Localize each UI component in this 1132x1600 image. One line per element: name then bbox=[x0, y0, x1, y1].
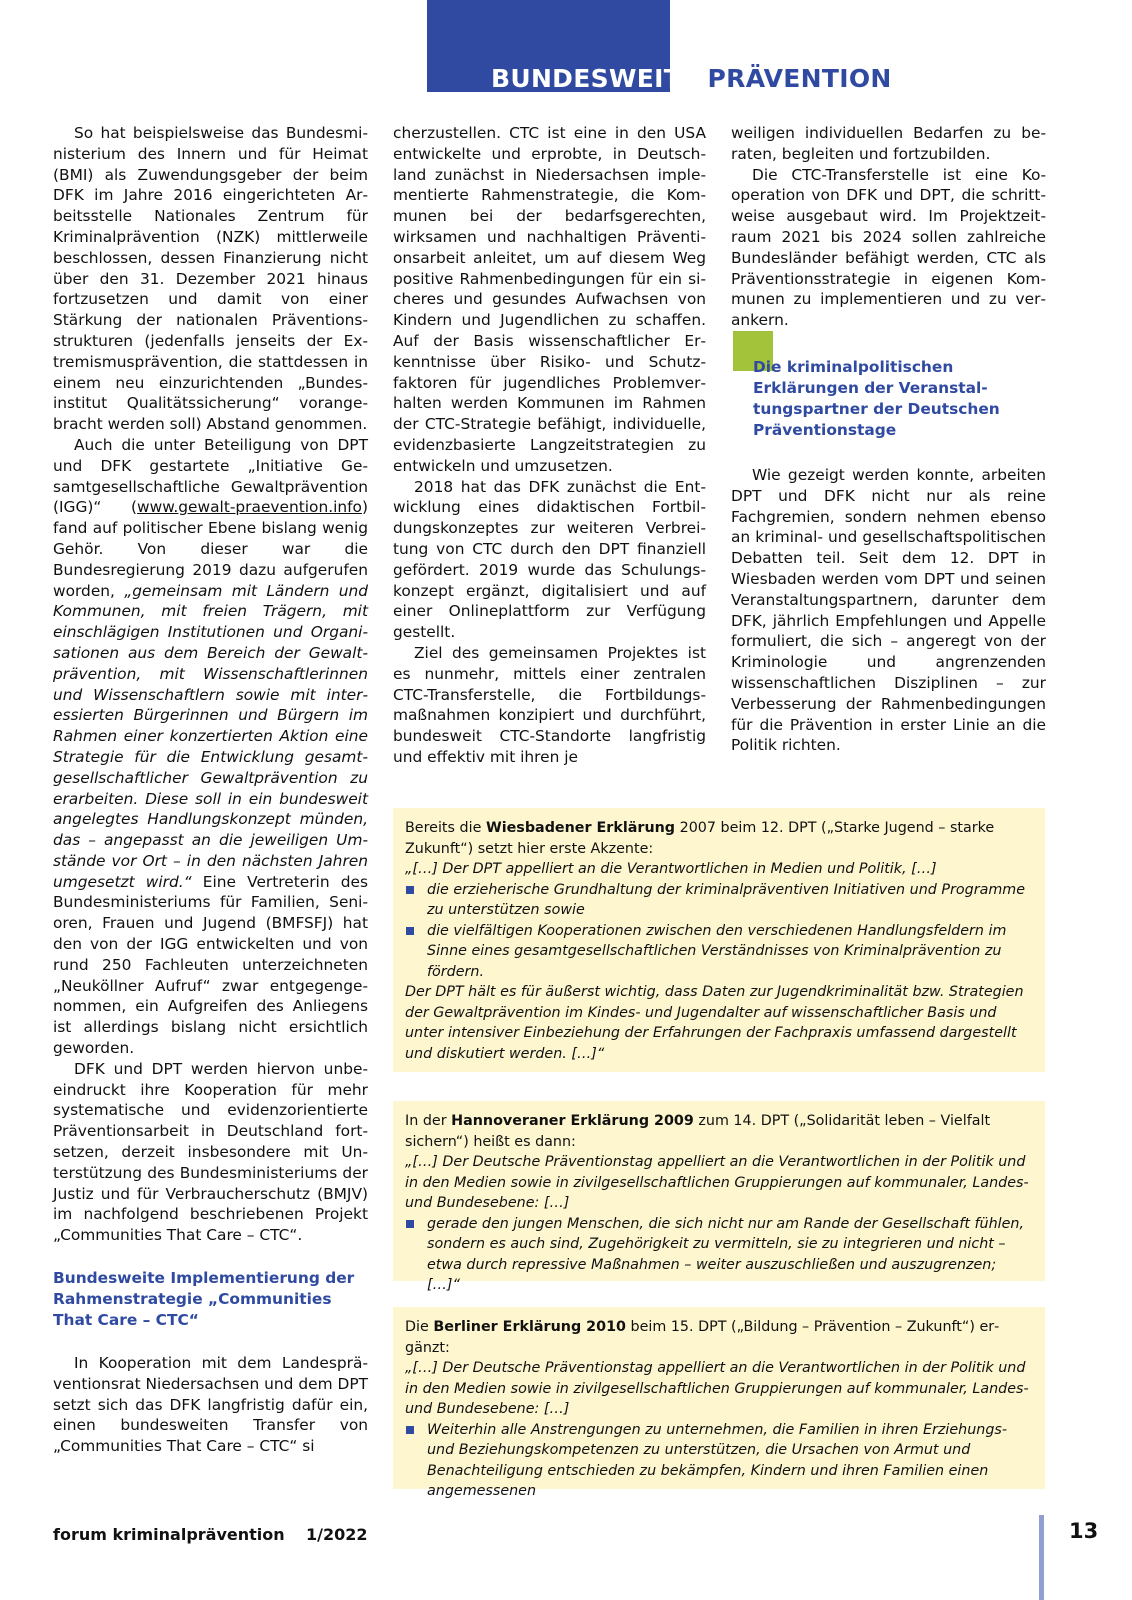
box1-bullet: die vielfältigen Kooperationen zwischen den verschiedenen Handlungsfeldern im Sinne eines gesamtgesellschaftlichen Verständnisses von Kriminalprävention zu fördern. bbox=[405, 921, 1032, 983]
subheading-ctc: Bundesweite Implementierung der Rahmenstrategie „Communities That Care – CTC“ bbox=[53, 1269, 355, 1330]
col1-p2-quote: „gemeinsam mit Ländern und Kommunen, mit freien Trägern, mit einschlägigen Institutionen und Organisationen aus dem Bereich der Gewaltprävention, mit Wissenschaftlerinnen und Wissenschaftlern sowie mit interessierten Bürgerinnen und Bürgern im Rahmen einer konzertierten Aktion eine Strategie für die Entwicklung gesamtgesellschaftlicher Gewaltprävention zu erarbeiten. Diese soll in ein bundesweit angelegtes Handlungskonzept münden, das – angepasst an die jeweiligen Umstände vor Ort – in den nächsten Jahren umgesetzt wird.“ bbox=[53, 581, 369, 891]
box3-intro bbox=[405, 1317, 1032, 1358]
col1-paragraph-1: So hat beispielsweise das Bundesministerium des Innern und für Heimat (BMI) als Zuwendungsgeber der beim DFK im Jahre 2016 eingerichteten Arbeitsstelle Nationales Zentrum für Kriminalprävention (NZK) mittlerweile beschlossen, dessen Finanzierung nicht über den 31. Dezember 2021 hinaus fortzusetzen und damit von einer Stärkung der nationalen Präventionsstrukturen (jedenfalls jenseits der Extremismusprävention, die stattdessen in einem neu einzurichtenden „Bundesinstitut Qualitätssicherung“ vorangebracht werden soll) Abstand genommen. bbox=[53, 124, 368, 434]
col1-paragraph-2 bbox=[53, 435, 368, 1059]
box1-quote: „[…] Der DPT appelliert an die Verantwortlichen in Medien und Politik, […] bbox=[405, 861, 937, 877]
box3-bullet-list bbox=[405, 1420, 1032, 1502]
subheading-erklaerungen: Die kriminalpolitischen Erklärungen der Veranstaltungspartner der Deutschen Präventionstage bbox=[753, 357, 1000, 439]
box1-bullet: die erzieherische Grundhaltung der kriminalpräventiven Initiativen und Programme zu unterstützen sowie bbox=[405, 880, 1032, 921]
box2-intro-a: In der bbox=[405, 1113, 452, 1129]
col1-paragraph-3: DFK und DPT werden hiervon unbeeindruckt ihre Kooperation für mehr systematische und evidenzorientierte Präventionsarbeit in Deutschland fortsetzen, derzeit insbesondere mit Unterstützung des Bundesministeriums der Justiz und für Verbraucherschutz (BMJV) im nachfolgend beschriebenen Projekt „Communities That Care – CTC“. bbox=[53, 1059, 368, 1245]
box1-intro-bold: Wiesbadener Erklärung bbox=[485, 820, 676, 836]
box1-intro-a: Bereits die bbox=[405, 820, 486, 836]
box2-intro-b: zum 14. DPT („Solidarität leben – Vielfalt sichern“) heißt es dann: bbox=[405, 1113, 991, 1150]
col3-paragraph-1: weiligen individuellen Bedarfen zu beraten, begleiten und fortzubilden. bbox=[731, 124, 1046, 163]
col3-paragraph-2: Die CTC-Transferstelle ist eine Kooperation von DFK und DPT, die schrittweise ausgebaut wird. Im Projektzeitraum 2021 bis 2024 sollen zahlreiche Bundesländer befähigt werden, CTC als Präventionsstrategie in eigenen Kommunen zu implementieren und zu verankern. bbox=[731, 165, 1046, 330]
column-1 bbox=[53, 123, 368, 1457]
col2-paragraph-1: cherzustellen. CTC ist eine in den USA entwickelte und erprobte, in Deutschland zunächst in Niedersachsen implementierte Rahmenstrategie, die Kommunen bei der bedarfsgerechten, wirksamen und nachhaltigen Präventionsarbeit anleitet, um auf diesem Weg positive Rahmenbedingungen für ein sicheres und gesundes Aufwachsen von Kindern und Jugendlichen zu schaffen. Auf der Basis wissenschaftlicher Erkenntnisse über Risiko- und Schutzfaktoren für jugendliches Problemverhalten werden Kommunen im Rahmen der CTC-Strategie befähigt, individuelle, evidenzbasierte Langzeitstrategien zu entwickeln und umzusetzen. bbox=[393, 124, 706, 475]
box2-bullet-list bbox=[405, 1214, 1032, 1296]
col1-paragraph-4: In Kooperation mit dem Landespräventionsrat Niedersachsen und dem DPT setzt sich das DFK langfristig dafür ein, einen bundesweiten Transfer von „Communities That Care – CTC“ si bbox=[53, 1354, 368, 1456]
subheading-block bbox=[731, 355, 1046, 441]
box2-bullet: gerade den jungen Menschen, die sich nicht nur am Rande der Gesellschaft fühlen, sondern es auch sind, Zugehörigkeit zu vermitteln, sie zu integrieren und nicht – etwa durch repressive Maßnahmen – weiter auszuschließen und auszugrenzen; […]“ bbox=[405, 1214, 1032, 1296]
footer-accent-bar bbox=[1039, 1515, 1044, 1600]
quote-box-berlin bbox=[393, 1307, 1045, 1499]
col1-p2-text-b: ) fand auf politischer Ebene bislang wenig Gehör. Von dieser war die Bundesregierung 2019 dazu aufgerufen worden, bbox=[53, 498, 368, 600]
section-header-part2: PRÄVENTION bbox=[707, 64, 892, 93]
box1-intro-b: 2007 beim 12. DPT („Starke Jugend – starke Zukunft“) setzt hier erste Akzente: bbox=[405, 820, 995, 857]
footer-journal-name: forum kriminalprävention bbox=[53, 1525, 285, 1544]
igg-website-link[interactable]: www.gewalt-praevention.info bbox=[137, 498, 362, 517]
box3-quote: „[…] Der Deutsche Präventionstag appelliert an die Verantwortlichen in der Politik und in den Medien sowie in zivilgesellschaftlichen Gruppierungen auf kommunaler, Landes- und Bundesebene: […] bbox=[405, 1360, 1029, 1417]
quote-box-hannover bbox=[393, 1101, 1045, 1293]
box3-bullet: Weiterhin alle Anstrengungen zu unternehmen, die Familien in ihren Erziehungs- und Beziehungskompetenzen zu unterstützen, die Ursachen von Armut und Benachteiligung entschieden zu bekämpfen, Kindern und ihren Familien einen angemessenen bbox=[405, 1420, 1032, 1502]
section-header-part1: BUNDESWEITE bbox=[491, 64, 699, 93]
col1-p2-text-c: Eine Vertreterin des Bundesministeriums für Familien, Senioren, Frauen und Jugend (BMFSFJ) hat den von der IGG entwickelten und von rund 250 Fachleuten unterzeichneten „Neuköllner Aufruf“ zwar entgegengenommen, ein Aufgreifen des Anliegens ist allerdings bislang nicht ersichtlich geworden. bbox=[53, 872, 368, 1058]
box2-quote: „[…] Der Deutsche Präventionstag appelliert an die Verantwortlichen in der Politik und in den Medien sowie in zivilgesellschaftlichen Gruppierungen auf kommunaler, Landes- und Bundesebene: […] bbox=[405, 1154, 1029, 1211]
box3-intro-b: beim 15. DPT („Bildung – Prävention – Zukunft“) ergänzt: bbox=[405, 1319, 1000, 1356]
col1-p2-text-a: Auch die unter Beteiligung von DPT und DFK gestartete „Initiative Gesamtgesellschaftliche Gewaltprävention (IGG)“ ( bbox=[53, 435, 368, 517]
footer-issue: 1/2022 bbox=[306, 1525, 368, 1544]
box1-intro bbox=[405, 818, 1032, 859]
box3-intro-a: Die bbox=[405, 1319, 434, 1335]
col2-paragraph-2: 2018 hat das DFK zunächst die Entwicklung eines didaktischen Fortbildungskonzeptes zur weiteren Verbreitung von CTC durch den DPT finanziell gefördert. 2019 wurde das Schulungskonzept ergänzt, digitalisiert und auf einer Onlineplattform zur Verfügung gestellt. bbox=[393, 477, 706, 642]
section-header bbox=[491, 62, 892, 96]
box2-intro bbox=[405, 1111, 1032, 1152]
box1-bullet-list bbox=[405, 880, 1032, 983]
col3-paragraph-3: Wie gezeigt werden konnte, arbeiten DPT und DFK nicht nur als reine Fachgremien, sondern nehmen ebenso an kriminal- und gesellschaftspolitischen Debatten teil. Seit dem 12. DPT in Wiesbaden werden vom DPT und seinen Veranstaltungspartnern, darunter dem DFK, jährlich Empfehlungen und Appelle formuliert, die sich – angeregt von der Kriminologie und angrenzenden wissenschaftlichen Disziplinen – zur Verbesserung der Rahmenbedingungen für die Prävention in erster Linie an die Politik richten. bbox=[731, 465, 1046, 755]
column-2 bbox=[393, 123, 706, 768]
box2-intro-bold: Hannoveraner Erklärung 2009 bbox=[451, 1113, 694, 1129]
box1-closing: Der DPT hält es für äußerst wichtig, dass Daten zur Jugendkriminalität bzw. Strategien der Gewaltprävention im Kindes- und Jugendalter auf wissenschaftlicher Basis und unter intensiver Einbeziehung der Erfahrungen der Fachpraxis umfassend dargestellt und diskutiert werden. […]“ bbox=[405, 984, 1024, 1062]
box3-intro-bold: Berliner Erklärung 2010 bbox=[433, 1319, 626, 1335]
quote-box-wiesbaden bbox=[393, 808, 1045, 1072]
column-3 bbox=[731, 123, 1046, 756]
page-number: 13 bbox=[1069, 1519, 1099, 1543]
col2-paragraph-3: Ziel des gemeinsamen Projektes ist es nunmehr, mittels einer zentralen CTC-Transferstelle, die Fortbildungsmaßnahmen konzipiert und durchführt, bundesweit CTC-Standorte langfristig und effektiv mit ihren je bbox=[393, 643, 706, 766]
